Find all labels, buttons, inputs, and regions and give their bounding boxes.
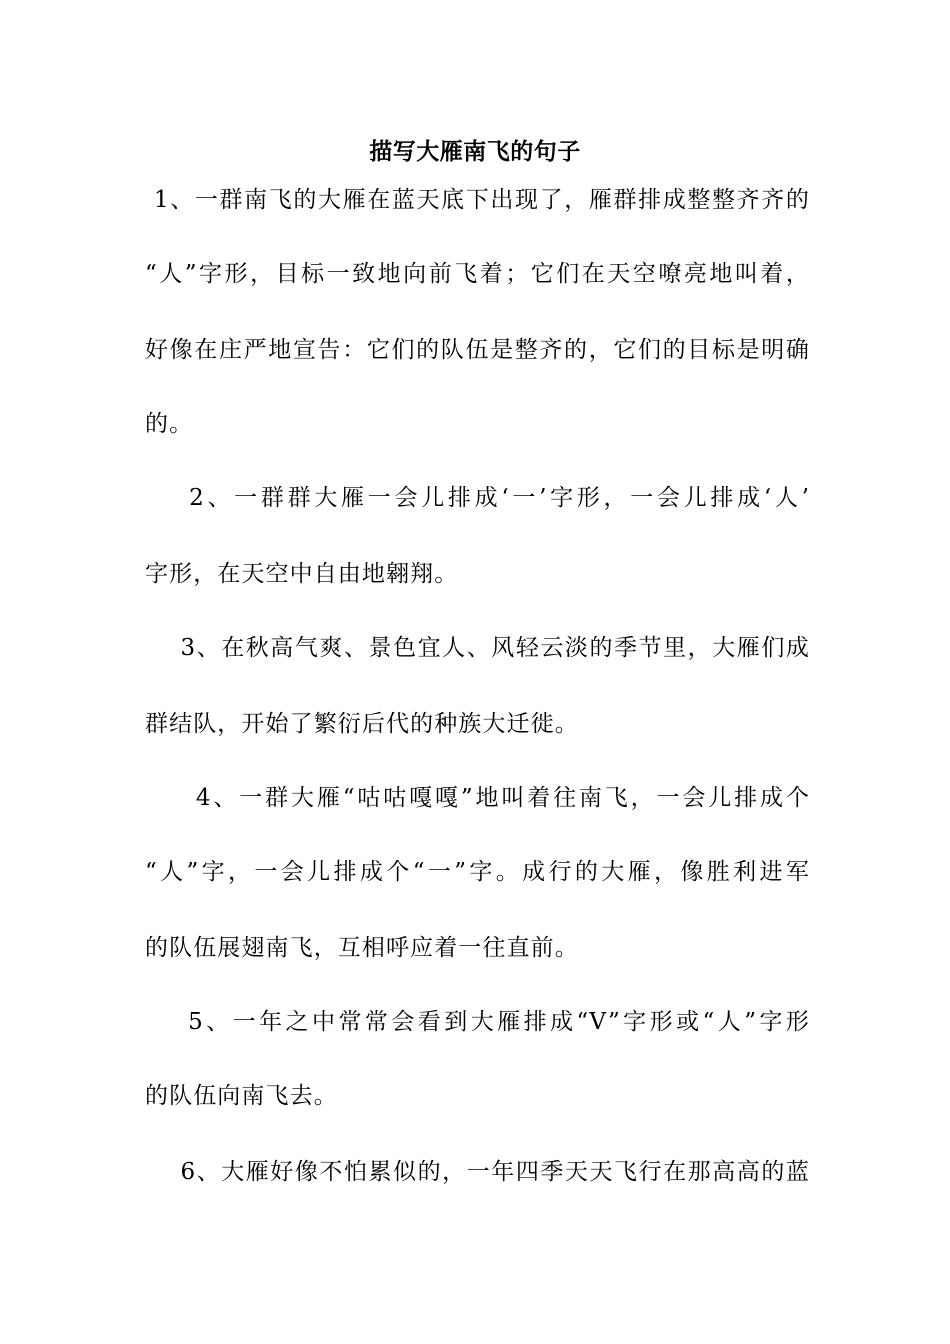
document-title: 描写大雁南飞的句子	[369, 138, 581, 165]
text-line: 6、大雁好像不怕累似的，一年四季天天飞行在那高高的蓝	[145, 1159, 810, 1185]
text-line: 群结队，开始了繁衍后代的种族大迁徙。	[145, 711, 579, 737]
text-line: 3、在秋高气爽、景色宜人、风轻云淡的季节里，大雁们成	[145, 635, 810, 661]
text-line: 的。	[145, 411, 194, 437]
text-line: “人”字形，目标一致地向前飞着；它们在天空嘹亮地叫着，	[145, 261, 810, 287]
text-line: “人”字，一会儿排成个“一”字。成行的大雁，像胜利进军	[145, 859, 810, 885]
text-line: 2、一群群大雁一会儿排成‘一’字形，一会儿排成‘人’	[145, 485, 810, 511]
text-line: 5、一年之中常常会看到大雁排成“V”字形或“人”字形	[145, 1009, 810, 1035]
text-line: 的队伍向南飞去。	[145, 1083, 338, 1109]
text-line: 好像在庄严地宣告：它们的队伍是整齐的，它们的目标是明确	[145, 337, 810, 363]
text-line: 的队伍展翅南飞，互相呼应着一往直前。	[145, 935, 579, 961]
text-line: 1、一群南飞的大雁在蓝天底下出现了，雁群排成整整齐齐的	[145, 187, 810, 213]
text-line: 字形，在天空中自由地翱翔。	[145, 561, 459, 587]
text-line: 4、一群大雁“咕咕嘎嘎”地叫着往南飞，一会儿排成个	[145, 785, 810, 811]
